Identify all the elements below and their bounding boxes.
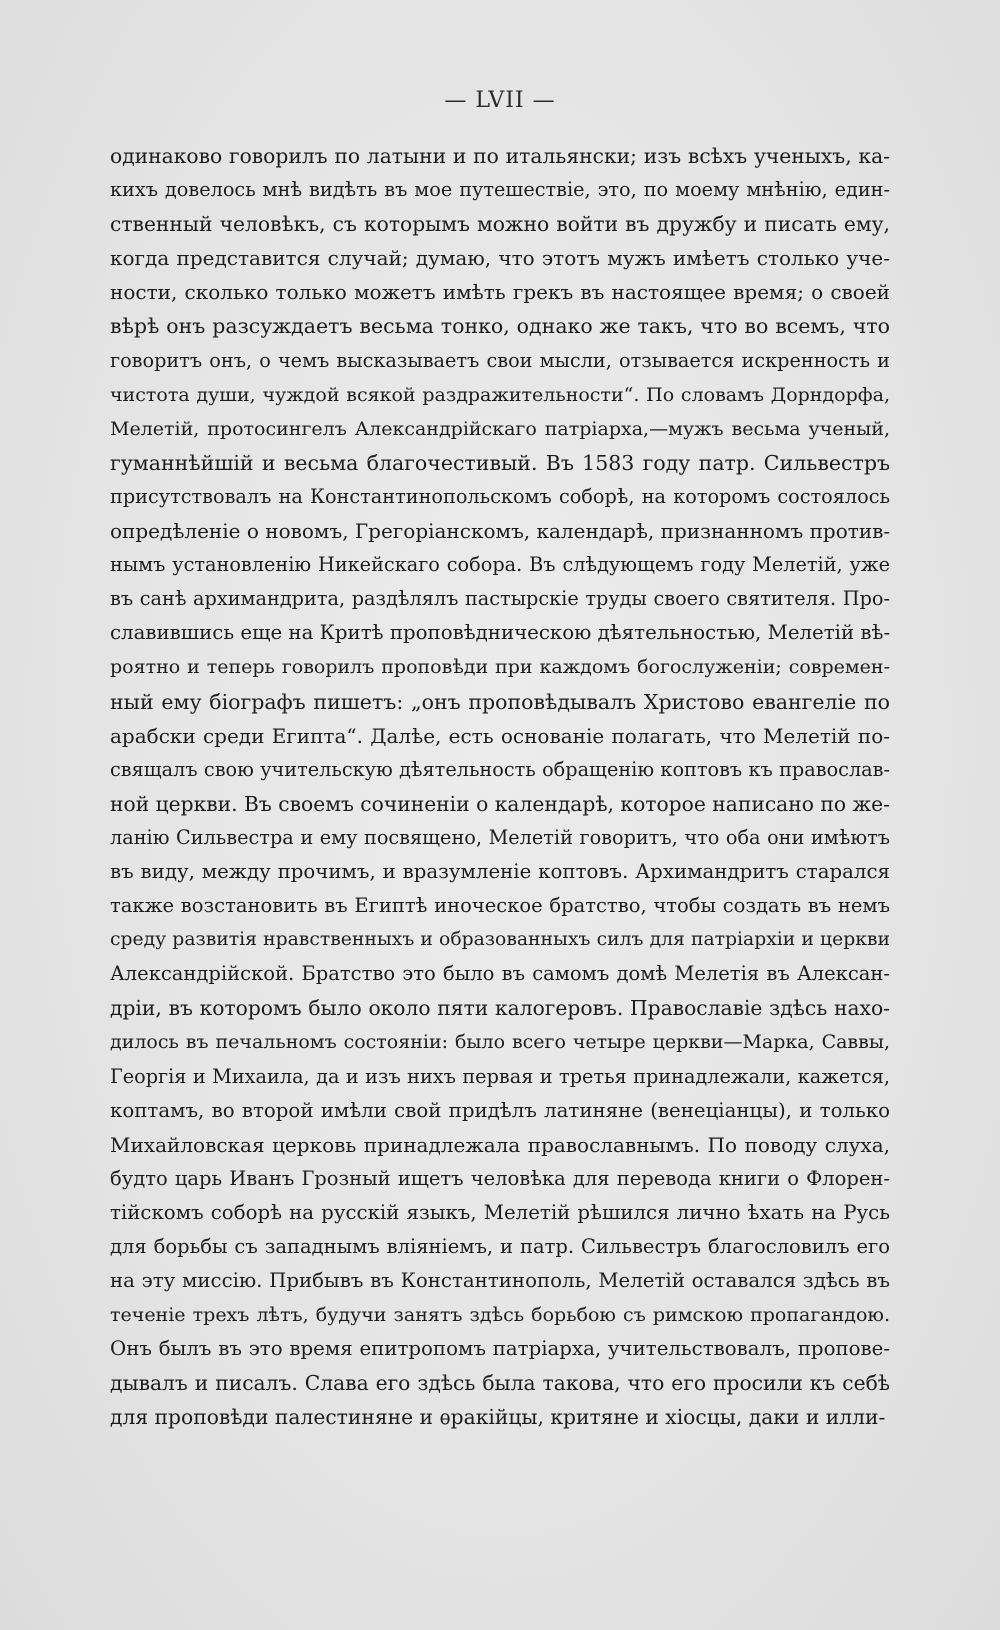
text-line: чистота души, чуждой всякой раздражительности“. По словамъ Дорндорфа,	[110, 383, 890, 406]
text-line: также возстановить въ Египтѣ иноческое братство, чтобы создать въ немъ	[110, 894, 890, 918]
text-line: славившись еще на Критѣ проповѣдническою дѣятельностью, Мелетій вѣ-	[110, 621, 890, 645]
text-line: въ санѣ архимандрита, раздѣлялъ пастырскіе труды своего святителя. Про-	[110, 587, 890, 611]
text-line: арабски среди Египта“. Далѣе, есть основаніе полагать, что Мелетій по-	[110, 723, 890, 748]
text-line: нымъ установленію Никейскаго собора. Въ слѣдующемъ году Мелетій, уже	[110, 553, 890, 577]
text-line: дріи, въ которомъ было около пяти калогеровъ. Православіе здѣсь нахо-	[110, 996, 890, 1021]
body-text	[110, 139, 890, 1435]
text-line: Михайловская церковь принадлежала православнымъ. По поводу слуха,	[110, 1132, 890, 1157]
text-line: вѣрѣ онъ разсуждаетъ весьма тонко, однако же такъ, что во всемъ, что	[110, 314, 890, 339]
text-line: для проповѣди палестиняне и ѳракійцы, критяне и хіосцы, даки и илли-	[110, 1405, 886, 1430]
text-line: теченіе трехъ лѣтъ, будучи занятъ здѣсь борьбою съ римскою пропагандою.	[110, 1304, 890, 1327]
text-line: ланію Сильвестра и ему посвящено, Мелетій говоритъ, что оба они имѣютъ	[110, 825, 890, 849]
text-line: дывалъ и писалъ. Слава его здѣсь была такова, что его просили къ себѣ	[110, 1371, 890, 1396]
text-line: опредѣленіе о новомъ, Грегоріанскомъ, календарѣ, признанномъ против-	[110, 519, 890, 544]
page-number-header: — LVII —	[444, 88, 556, 113]
text-line: Онъ былъ въ это время епитропомъ патріарха, учительствовалъ, пропове-	[110, 1337, 890, 1361]
text-line: говоритъ онъ, о чемъ высказываетъ свои мысли, отзывается искренность и	[110, 348, 890, 372]
text-line: роятно и теперь говорилъ проповѣди при каждомъ богослуженіи; современ-	[110, 656, 890, 679]
text-line: ной церкви. Въ своемъ сочиненіи о календарѣ, которое написано по же-	[110, 791, 890, 816]
text-line: для борьбы съ западнымъ вліяніемъ, и патр. Сильвестръ благословилъ его	[110, 1235, 890, 1258]
text-line: присутствовалъ на Константинопольскомъ соборѣ, на которомъ состоялось	[110, 484, 890, 508]
text-line: когда представится случай; думаю, что этотъ мужъ имѣетъ столько уче-	[110, 246, 890, 271]
text-line: ности, сколько только можетъ имѣть грекъ въ настоящее время; о своей	[110, 280, 890, 305]
text-line: одинаково говорилъ по латыни и по итальянски; изъ всѣхъ ученыхъ, ка-	[110, 144, 890, 168]
text-line: коптамъ, во второй имѣли свой придѣлъ латиняне (венеціанцы), и только	[110, 1098, 890, 1122]
text-line: Мелетій, протосингелъ Александрійскаго патріарха,—мужъ весьма ученый,	[110, 417, 890, 440]
text-line: въ виду, между прочимъ, и вразумленіе коптовъ. Архимандритъ старался	[110, 859, 890, 883]
text-line: среду развитія нравственныхъ и образованныхъ силъ для патріархіи и церкви	[110, 929, 890, 951]
text-line: ственный человѣкъ, съ которымъ можно войти въ дружбу и писать ему,	[110, 212, 890, 237]
text-line: свящалъ свою учительскую дѣятельность обращенію коптовъ къ православ-	[110, 757, 890, 781]
text-line: ный ему біографъ пишетъ: „онъ проповѣдывалъ Христово евангеліе по	[110, 689, 890, 714]
text-line: будто царь Иванъ Грозный ищетъ человѣка для перевода книги о Флорен-	[110, 1166, 890, 1190]
text-line: дилось въ печальномъ состояніи: было всего четыре церкви—Марка, Саввы,	[110, 1031, 890, 1054]
text-line: кихъ довелось мнѣ видѣть въ мое путешествіе, это, по моему мнѣнію, един-	[110, 178, 890, 202]
text-line: Георгія и Михаила, да и изъ нихъ первая и третья принадлежали, кажется,	[110, 1064, 890, 1088]
text-line: Александрійской. Братство это было въ самомъ домѣ Мелетія въ Алексан-	[110, 962, 890, 986]
text-line: гуманнѣйшій и весьма благочестивый. Въ 1583 году патр. Сильвестръ	[110, 450, 890, 475]
text-line: тійскомъ соборѣ на русскій языкъ, Мелетій рѣшился лично ѣхать на Русь	[110, 1200, 890, 1224]
text-line: на эту миссію. Прибывъ въ Константинополь, Мелетій оставался здѣсь въ	[110, 1269, 890, 1293]
